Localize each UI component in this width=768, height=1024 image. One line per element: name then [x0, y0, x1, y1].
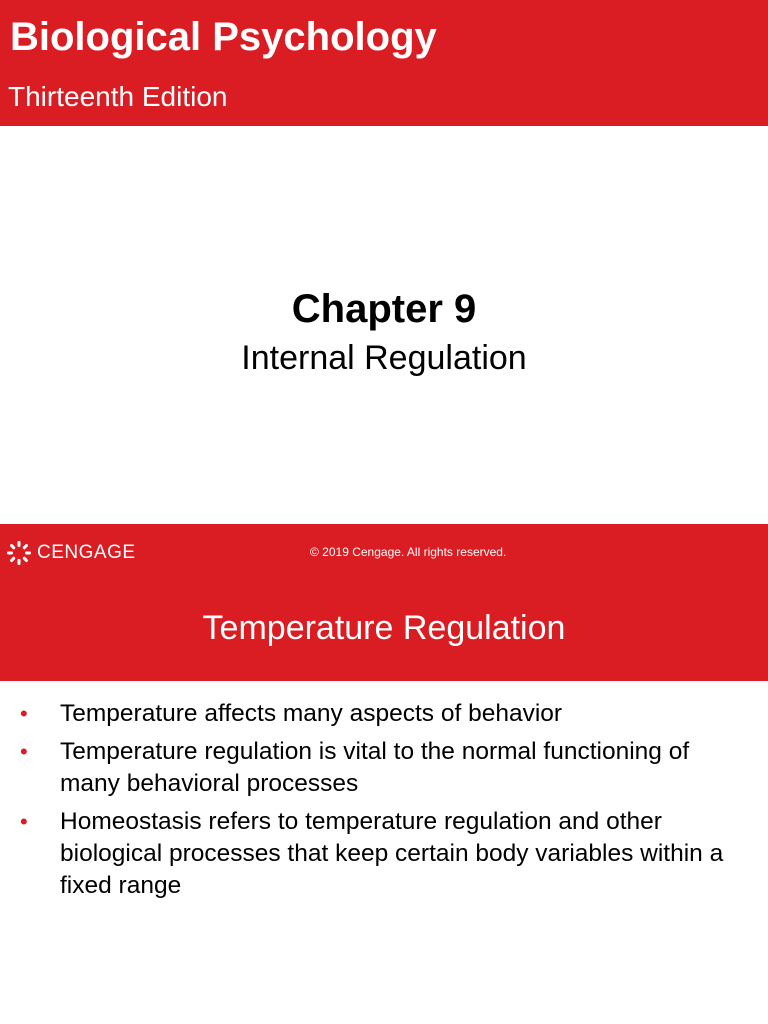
- book-title: Biological Psychology: [10, 15, 437, 59]
- bullet-item: [0, 698, 768, 730]
- title-banner: [0, 0, 768, 126]
- bullet-marker-icon: •: [20, 809, 28, 834]
- copyright-notice: © 2019 Cengage. All rights reserved.: [310, 545, 507, 559]
- bullet-item: [0, 736, 768, 800]
- bullet-list: [0, 698, 768, 908]
- bullet-text: Homeostasis refers to temperature regulation and other biological processes that keep certain body variables within a fixed range: [60, 808, 724, 899]
- bullet-item: [0, 806, 768, 902]
- cengage-logo-text: CENGAGE: [37, 542, 136, 563]
- chapter-subtitle: Internal Regulation: [241, 339, 527, 377]
- bullet-text: Temperature regulation is vital to the normal functioning of many behavioral processes: [60, 738, 690, 797]
- chapter-heading: Chapter 9: [291, 287, 477, 331]
- bullet-marker-icon: •: [20, 739, 28, 764]
- bullet-text: Temperature affects many aspects of behavior: [60, 700, 563, 727]
- slide-header-banner: [0, 524, 768, 681]
- cengage-logo: [6, 538, 136, 568]
- slide-temperature-regulation: [0, 524, 768, 1024]
- slide-title: Temperature Regulation: [202, 609, 566, 647]
- edition-label: Thirteenth Edition: [8, 81, 228, 112]
- cengage-burst-icon: [6, 540, 32, 566]
- bullet-marker-icon: •: [20, 701, 28, 726]
